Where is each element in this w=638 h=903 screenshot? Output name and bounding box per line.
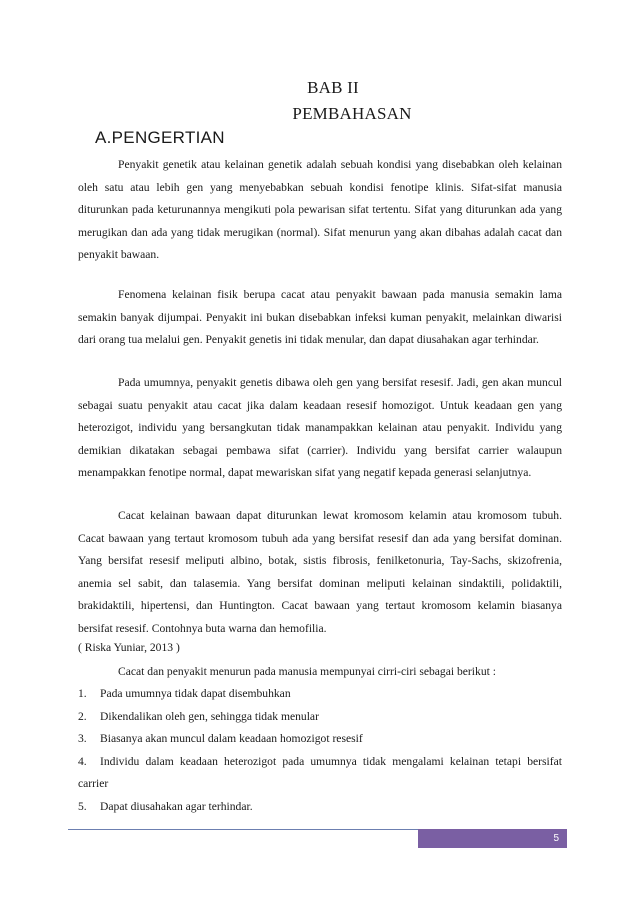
paragraph-text: Pada umumnya, penyakit genetis dibawa oleh gen yang bersifat resesif. Jadi, gen akan muncul sebagai suatu penyakit atau cacat jika dalam keadaan resesif homozigot. Untuk keadaan gen yang heterozigot, individu yang bersangkutan tidak manampakkan kelainan atau penyakit. Individu yang demikian dikatakan sebagai pembawa sifat (carrier). Individu yang bersifat carrier walaupun menampakkan fenotipe normal, dapat mewariskan sifat yang negatif kepada generasi selanjutnya. bbox=[78, 376, 562, 479]
list-item bbox=[78, 796, 562, 819]
page-number-badge bbox=[418, 829, 567, 848]
list-item-number: 5. bbox=[78, 799, 87, 813]
list-item-number: 4. bbox=[78, 754, 87, 768]
list-intro: Cacat dan penyakit menurun pada manusia mempunyai cirri-ciri sebagai berikut : bbox=[118, 665, 496, 678]
list-item-number: 3. bbox=[78, 732, 87, 745]
paragraph-3 bbox=[78, 372, 562, 485]
list-item bbox=[78, 683, 562, 706]
list-item-number: 2. bbox=[78, 709, 87, 723]
paragraph-2 bbox=[78, 284, 562, 352]
list-item-text: Biasanya akan muncul dalam keadaan homozigot resesif bbox=[100, 732, 363, 745]
paragraph-text: Fenomena kelainan fisik berupa cacat atau penyakit bawaan pada manusia semakin lama semakin banyak dijumpai. Penyakit ini bukan disebabkan infeksi kuman penyakit, melainkan diwarisi dari orang tua melalui gen. Penyakit genetis ini tidak menular, dan dapat diusahakan agar terhindar. bbox=[78, 288, 562, 346]
list-item bbox=[78, 751, 562, 796]
section-heading: A.PENGERTIAN bbox=[95, 128, 225, 147]
footer-divider bbox=[68, 829, 418, 830]
chapter-heading: BAB II bbox=[307, 78, 359, 97]
paragraph-4 bbox=[78, 505, 562, 640]
paragraph-text: Penyakit genetik atau kelainan genetik adalah sebuah kondisi yang disebabkan oleh kelainan oleh satu atau lebih gen yang menyebabkan sebuah kondisi fenotipe klinis. Sifat-sifat manusia diturunkan pada keturunannya mengikuti pola pewarisan sifat tertentu. Sifat yang diturunkan ada yang merugikan dan ada yang tidak merugikan (normal). Sifat menurun yang akan dibahas adalah cacat dan penyakit bawaan. bbox=[78, 158, 562, 261]
page-number: 5 bbox=[553, 833, 559, 844]
list-item-text: Pada umumnya tidak dapat disembuhkan bbox=[100, 687, 291, 700]
list-item bbox=[78, 728, 562, 751]
list-item-text: Dapat diusahakan agar terhindar. bbox=[100, 799, 253, 813]
characteristics-list bbox=[78, 683, 562, 818]
list-item bbox=[78, 706, 562, 729]
paragraph-text: Cacat kelainan bawaan dapat diturunkan lewat kromosom kelamin atau kromosom tubuh. Cacat bawaan yang tertaut kromosom tubuh ada yang bersifat resesif dan ada yang bersifat dominan. Yang bersifat resesif meliputi albino, botak, sistis fibrosis, fenilketonuria, Tay-Sachs, skizofrenia, anemia sel sabit, dan talasemia. Yang bersifat dominan meliputi kelainan sindaktili, polidaktili, brakidaktili, hipertensi, dan Huntington. Cacat bawaan yang tertaut kromosom kelamin biasanya bersifat resesif. Contohnya buta warna dan hemofilia. bbox=[78, 509, 562, 635]
paragraph-1 bbox=[78, 154, 562, 267]
citation: ( Riska Yuniar, 2013 ) bbox=[78, 641, 180, 654]
chapter-title: PEMBAHASAN bbox=[292, 104, 412, 123]
list-item-number: 1. bbox=[78, 687, 87, 700]
list-item-text: Dikendalikan oleh gen, sehingga tidak menular bbox=[100, 709, 319, 723]
list-item-text: Individu dalam keadaan heterozigot pada umumnya tidak mengalami kelainan tetapi bersifat carrier bbox=[78, 754, 562, 790]
